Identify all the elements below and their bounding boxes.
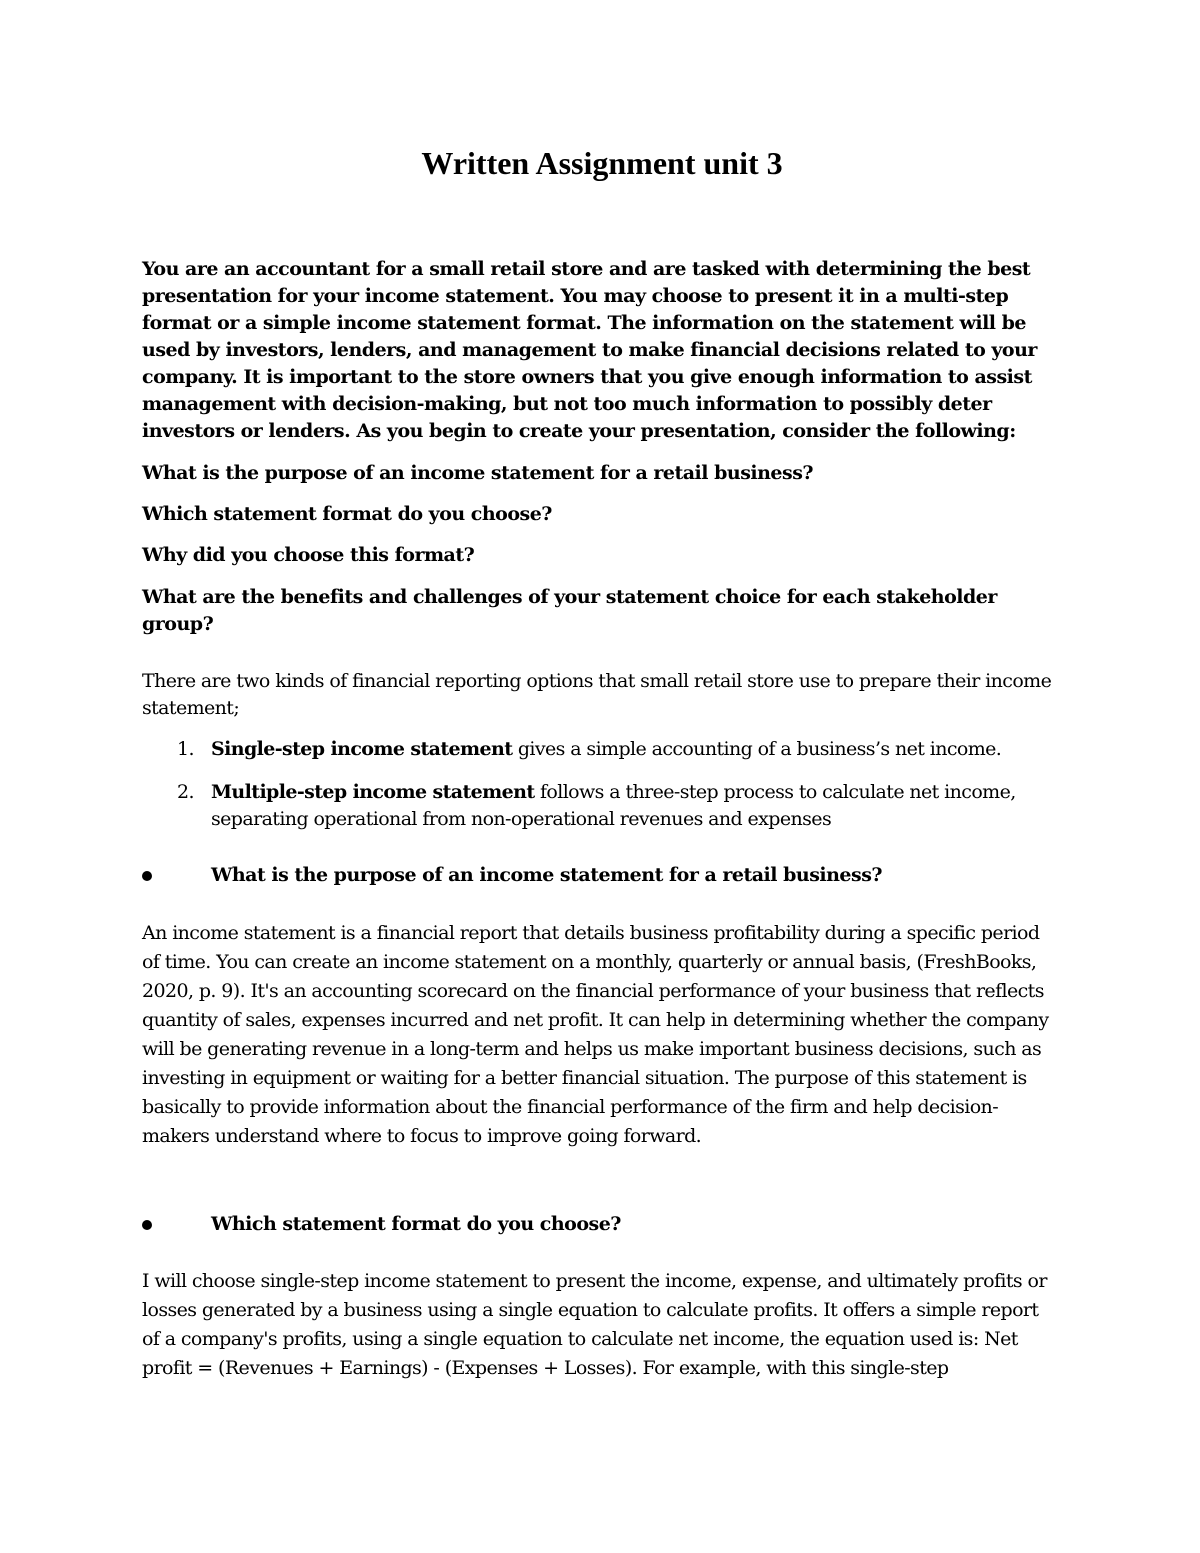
option-content-2 [211,779,1051,833]
prompt-question-3: Why did you choose this format? [142,544,475,566]
prompt-question-1: What is the purpose of an income statement for a retail business? [142,462,814,484]
section-body-format: I will choose single-step income statement to present the income, expense, and ultimately profits or losses generated by a business using a single equation to calculate profits. It offers a simple report of a company's profits, using a single equation to calculate net income, the equation used is: Net profit = (Revenues + Earnings) - (Expenses + Losses). For example, with this single-step [142,1270,1047,1379]
assignment-prompt: You are an accountant for a small retail store and are tasked with determining the best presentation for your income statement. You may choose to present it in a multi-step format or a simple income statement format. The information on the statement will be used by investors, lenders, and management to make financial decisions related to your company. It is important to the store owners that you give enough information to assist management with decision-making, but not too much information to possibly deter investors or lenders. As you begin to create your presentation, consider the following: [142,258,1037,442]
option-number-1: 1. [177,738,194,760]
intro-paragraph: There are two kinds of financial reporting options that small retail store use to prepare their income statement; [142,670,1052,719]
option-term-1: Single-step income statement [211,738,513,760]
prompt-question-2: Which statement format do you choose? [142,503,552,525]
section-heading-text: Which statement format do you choose? [211,1213,621,1235]
document-title: Written Assignment unit 3 [421,145,783,181]
bullet-icon [142,1220,152,1230]
option-term-2: Multiple-step income statement [211,781,535,803]
option-number-2: 2. [177,781,194,803]
option-description-1: gives a simple accounting of a business’s net income. [512,738,1002,760]
option-content-1 [211,736,1051,763]
section-body-purpose: An income statement is a financial report that details business profitability during a specific period of time. You can create an income statement on a monthly, quarterly or annual basis, (FreshBooks, 2020, p. 9). It's an accounting scorecard on the financial performance of your business that reflects quantity of sales, expenses incurred and net profit. It can help in determining whether the company will be generating revenue in a long-term and helps us make important business decisions, such as investing in equipment or waiting for a better financial situation. The purpose of this statement is basically to provide information about the financial performance of the firm and help decision-makers understand where to focus to improve going forward. [142,922,1049,1147]
section-heading-text: What is the purpose of an income statement for a retail business? [211,864,883,886]
option-description-2: follows a three-step process to calculate net income, separating operational from non-operational revenues and expenses [211,781,1016,830]
bullet-icon [142,871,152,881]
prompt-question-4: What are the benefits and challenges of your statement choice for each stakeholder group? [142,586,997,635]
